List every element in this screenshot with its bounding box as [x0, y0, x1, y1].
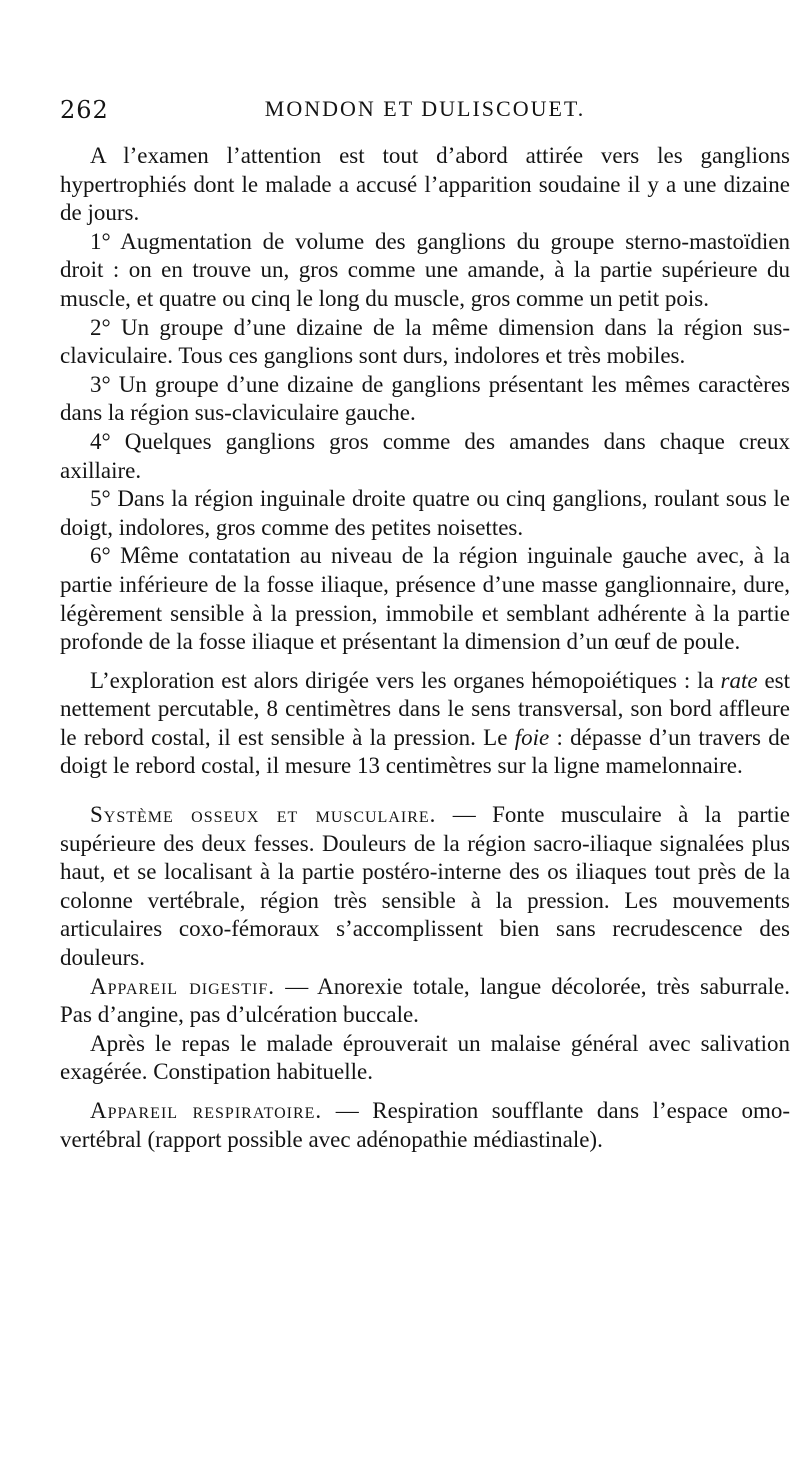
running-head: MONDON ET DULISCOUET. — [264, 96, 586, 121]
exploration-intro: L’exploration est alors dirigée vers les organes hémopoiétiques : la — [90, 667, 721, 693]
paragraph-appareil-digestif — [60, 973, 790, 1030]
appareil-respiratoire-text: — Respiration soufflante dans l’espace omo-vertébral (rapport possible avec adénopathie médiastinale). — [60, 1098, 790, 1152]
paragraph-systeme-osseux — [60, 801, 790, 973]
page-number: 262 — [60, 96, 109, 124]
section-heading-appareil-respiratoire: Appareil respiratoire. — [90, 1098, 323, 1123]
paragraph-appareil-respiratoire — [60, 1097, 790, 1154]
page-header — [60, 96, 790, 136]
section-heading-appareil-digestif: Appareil digestif. — [90, 973, 276, 999]
exploration-mid: est nettement percutable, 8 centimètres dans le sens transversal, son bord affleure le rebord costal, il est sensible à la pression. Le — [60, 667, 790, 750]
paragraph-intro: A l’examen l’attention est tout d’abord attirée vers les ganglions hypertrophiés dont le malade a accusé l’apparition soudaine il y a une dizaine de jours. — [60, 143, 790, 226]
exploration-foie: foie — [514, 724, 550, 750]
paragraph-appareil-digestif-followup: Après le repas le malade éprouverait un malaise général avec salivation exagérée. Constipation habituelle. — [60, 1030, 790, 1085]
exploration-end: : dépasse d’un travers de doigt le rebord costal, il mesure 13 centimètres sur la ligne mamelonnaire. — [60, 724, 790, 779]
exploration-rate: rate — [720, 667, 758, 693]
section-heading-systeme-osseux: Système osseux et musculaire. — [90, 802, 437, 828]
appareil-digestif-text: — Anorexie totale, langue décolorée, très saburrale. Pas d’angine, pas d’ulcération buccale. — [60, 973, 790, 1028]
paragraph-exploration — [60, 667, 790, 781]
page-body — [60, 142, 790, 1154]
systeme-osseux-text: — Fonte musculaire à la partie supérieure des deux fesses. Douleurs de la région sacro-iliaque signalées plus haut, et se localisant à la partie postéro-interne des os iliaques tout près de la colonne vertébrale, région très sensible à la pression. Les mouvements articulaires coxo-fémoraux s’accomplissent bien sans recrudescence des douleurs. — [60, 802, 790, 971]
paragraph-item-5: 5° Dans la région inguinale droite quatre ou cinq ganglions, roulant sous le doigt, indolores, gros comme des petites noisettes. — [60, 486, 790, 540]
paragraph-item-2: 2° Un groupe d’une dizaine de la même dimension dans la région sus-claviculaire. Tous ces ganglions sont durs, indolores et très mobiles. — [60, 314, 790, 369]
paragraph-item-4: 4° Quelques ganglions gros comme des amandes dans chaque creux axillaire. — [60, 428, 790, 483]
paragraph-item-3: 3° Un groupe d’une dizaine de ganglions présentant les mêmes caractères dans la région sus-claviculaire gauche. — [60, 371, 790, 426]
paragraph-item-1: 1° Augmentation de volume des ganglions du groupe sterno-mastoïdien droit : on en trouve un, gros comme une amande, à la partie supérieure du muscle, et quatre ou cinq le long du muscle, gros comme un petit pois. — [60, 228, 790, 311]
paragraph-item-6: 6° Même contatation au niveau de la région inguinale gauche avec, à la partie inférieure de la fosse iliaque, présence d’une masse ganglionnaire, dure, légèrement sensible à la pression, immobile et semblant adhérente à la partie profonde de la fosse iliaque et présentant la dimension d’un œuf de poule. — [60, 543, 790, 655]
